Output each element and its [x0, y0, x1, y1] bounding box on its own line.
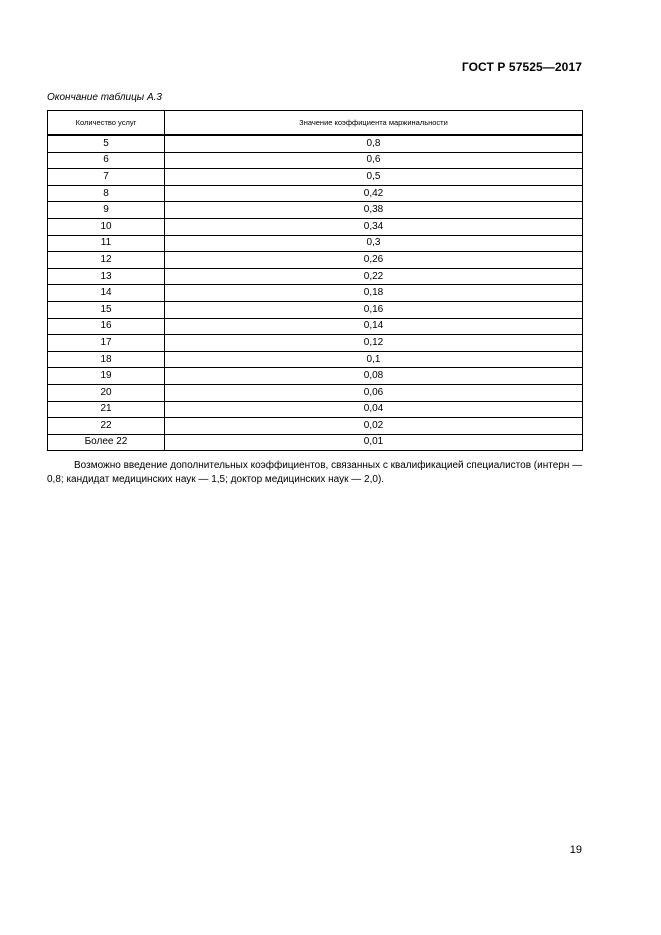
- table-row: [48, 318, 583, 335]
- service-count-cell: Более 22: [48, 434, 165, 451]
- coefficient-cell: 0,08: [165, 368, 583, 385]
- table-row: [48, 135, 583, 152]
- table-body: [48, 135, 583, 451]
- service-count-cell: 16: [48, 318, 165, 335]
- table-row: [48, 434, 583, 451]
- table-row: [48, 202, 583, 219]
- table-row: [48, 268, 583, 285]
- service-count-cell: 14: [48, 285, 165, 302]
- coefficient-cell: 0,16: [165, 301, 583, 318]
- coefficient-table: [47, 110, 583, 451]
- service-count-cell: 22: [48, 418, 165, 435]
- coefficient-cell: 0,5: [165, 169, 583, 186]
- table-row: [48, 384, 583, 401]
- service-count-cell: 11: [48, 235, 165, 252]
- coefficient-cell: 0,26: [165, 252, 583, 269]
- coefficient-cell: 0,6: [165, 152, 583, 169]
- coefficient-cell: 0,04: [165, 401, 583, 418]
- service-count-cell: 20: [48, 384, 165, 401]
- table-row: [48, 218, 583, 235]
- table-note: Возможно введение дополнительных коэффициентов, связанных с квалификацией специалистов (интерн — 0,8; кандидат медицинских наук — 1,5; доктор медицинских наук — 2,0).: [47, 460, 583, 485]
- table-row: [48, 169, 583, 186]
- service-count-cell: 10: [48, 218, 165, 235]
- table-row: [48, 235, 583, 252]
- table-row: [48, 285, 583, 302]
- coefficient-cell: 0,22: [165, 268, 583, 285]
- table-caption: Окончание таблицы А.3: [47, 92, 162, 103]
- table-row: [48, 185, 583, 202]
- table-row: [48, 252, 583, 269]
- coefficient-cell: 0,14: [165, 318, 583, 335]
- table-row: [48, 418, 583, 435]
- table-row: [48, 301, 583, 318]
- service-count-cell: 19: [48, 368, 165, 385]
- service-count-cell: 6: [48, 152, 165, 169]
- column-header-coefficient: Значение коэффициента маржинальности: [165, 111, 583, 136]
- service-count-cell: 17: [48, 335, 165, 352]
- table-header-row: [48, 111, 583, 136]
- coefficient-cell: 0,06: [165, 384, 583, 401]
- service-count-cell: 13: [48, 268, 165, 285]
- coefficient-cell: 0,38: [165, 202, 583, 219]
- coefficient-cell: 0,34: [165, 218, 583, 235]
- service-count-cell: 15: [48, 301, 165, 318]
- coefficient-cell: 0,01: [165, 434, 583, 451]
- service-count-cell: 21: [48, 401, 165, 418]
- coefficient-cell: 0,42: [165, 185, 583, 202]
- coefficient-cell: 0,12: [165, 335, 583, 352]
- table-row: [48, 401, 583, 418]
- table-row: [48, 335, 583, 352]
- coefficient-cell: 0,8: [165, 135, 583, 152]
- standard-code: ГОСТ Р 57525—2017: [461, 60, 582, 74]
- table-row: [48, 368, 583, 385]
- service-count-cell: 7: [48, 169, 165, 186]
- service-count-cell: 8: [48, 185, 165, 202]
- service-count-cell: 18: [48, 351, 165, 368]
- page-number: 19: [569, 844, 582, 856]
- coefficient-cell: 0,18: [165, 285, 583, 302]
- coefficient-cell: 0,3: [165, 235, 583, 252]
- service-count-cell: 9: [48, 202, 165, 219]
- service-count-cell: 5: [48, 135, 165, 152]
- service-count-cell: 12: [48, 252, 165, 269]
- table-row: [48, 351, 583, 368]
- column-header-service-count: Количество услуг: [48, 111, 165, 136]
- coefficient-cell: 0,02: [165, 418, 583, 435]
- table-row: [48, 152, 583, 169]
- coefficient-cell: 0,1: [165, 351, 583, 368]
